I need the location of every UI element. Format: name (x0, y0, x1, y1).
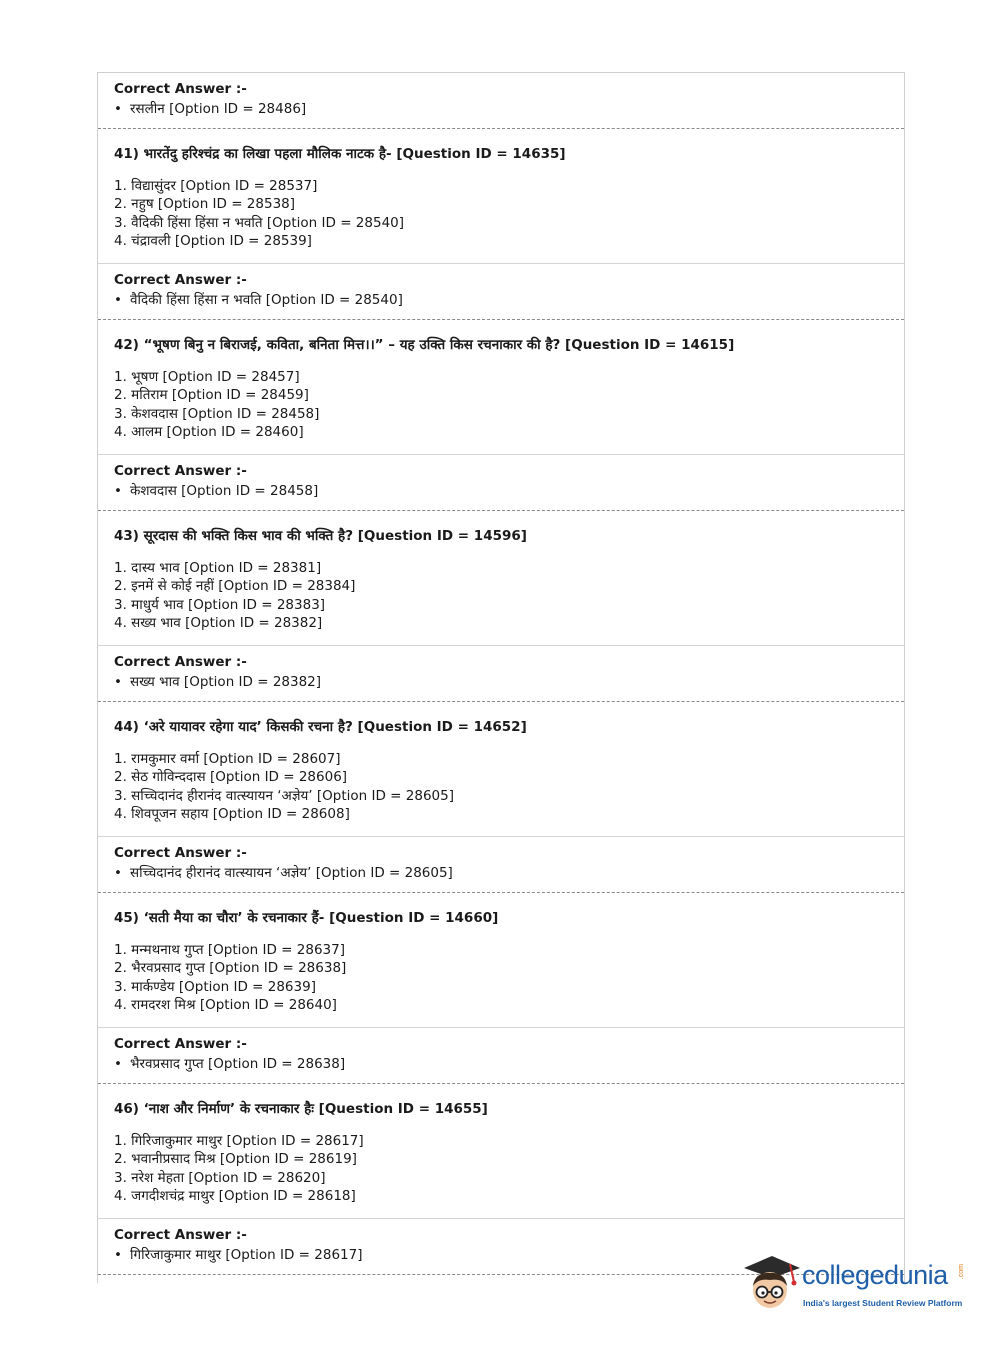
question-paper-sheet (97, 72, 905, 1283)
answer-block (98, 455, 904, 511)
option: 2. इनमें से कोई नहीं [Option ID = 28384] (114, 578, 356, 594)
bullet-icon: • (114, 483, 122, 499)
answer-block (98, 1028, 904, 1084)
correct-answer-label: Correct Answer :- (114, 81, 247, 97)
option: 3. केशवदास [Option ID = 28458] (114, 406, 320, 422)
option: 1. दास्य भाव [Option ID = 28381] (114, 560, 322, 576)
question-title: 45) ‘सती मैया का चौरा’ के रचनाकार हैं- [Question ID = 14660] (114, 910, 499, 926)
correct-answer-value: • गिरिजाकुमार माथुर [Option ID = 28617] (114, 1247, 363, 1263)
option: 3. नरेश मेहता [Option ID = 28620] (114, 1170, 326, 1186)
correct-answer-label: Correct Answer :- (114, 654, 247, 670)
option: 4. शिवपूजन सहाय [Option ID = 28608] (114, 806, 350, 822)
question-block (98, 1084, 904, 1219)
bullet-icon: • (114, 1247, 122, 1263)
answer-block (98, 646, 904, 702)
question-block (98, 702, 904, 837)
question-title: 46) ‘नाश और निर्माण’ के रचनाकार हैः [Question ID = 14655] (114, 1101, 488, 1117)
question-block (98, 511, 904, 646)
logo-domain: .com (958, 1264, 965, 1280)
bullet-icon: • (114, 292, 122, 308)
answer-block (98, 264, 904, 320)
question-title: 44) ‘अरे यायावर रहेगा याद’ किसकी रचना है? [Question ID = 14652] (114, 719, 527, 735)
option: 1. गिरिजाकुमार माथुर [Option ID = 28617] (114, 1133, 364, 1149)
mascot-icon (742, 1250, 802, 1320)
option: 1. रामकुमार वर्मा [Option ID = 28607] (114, 751, 341, 767)
option: 2. सेठ गोविन्ददास [Option ID = 28606] (114, 769, 348, 785)
option: 3. माधुर्य भाव [Option ID = 28383] (114, 597, 326, 613)
question-block (98, 893, 904, 1028)
option: 2. नहुष [Option ID = 28538] (114, 196, 296, 212)
option: 4. चंद्रावली [Option ID = 28539] (114, 233, 312, 249)
correct-answer-value: • सच्चिदानंद हीरानंद वात्स्यायन ‘अज्ञेय’ [Option ID = 28605] (114, 865, 453, 881)
bullet-icon: • (114, 674, 122, 690)
option: 4. आलम [Option ID = 28460] (114, 424, 304, 440)
answer-block (98, 73, 904, 129)
option: 2. भवानीप्रसाद मिश्र [Option ID = 28619] (114, 1151, 357, 1167)
option: 1. मन्मथनाथ गुप्त [Option ID = 28637] (114, 942, 345, 958)
bullet-icon: • (114, 101, 122, 117)
correct-answer-value: • वैदिकी हिंसा हिंसा न भवति [Option ID = 28540] (114, 292, 403, 308)
correct-answer-label: Correct Answer :- (114, 463, 247, 479)
question-title: 43) सूरदास की भक्ति किस भाव की भक्ति है? [Question ID = 14596] (114, 528, 527, 544)
correct-answer-label: Correct Answer :- (114, 272, 247, 288)
option: 1. भूषण [Option ID = 28457] (114, 369, 300, 385)
correct-answer-value: • केशवदास [Option ID = 28458] (114, 483, 319, 499)
correct-answer-label: Correct Answer :- (114, 1227, 247, 1243)
logo-wordmark: collegedunia (802, 1260, 948, 1290)
bullet-icon: • (114, 865, 122, 881)
logo-tagline: India's largest Student Review Platform (803, 1298, 963, 1308)
option: 2. भैरवप्रसाद गुप्त [Option ID = 28638] (114, 960, 347, 976)
option: 4. सख्य भाव [Option ID = 28382] (114, 615, 323, 631)
option: 4. जगदीशचंद्र माथुर [Option ID = 28618] (114, 1188, 356, 1204)
correct-answer-value: • रसलीन [Option ID = 28486] (114, 101, 307, 117)
correct-answer-label: Correct Answer :- (114, 845, 247, 861)
option: 3. मार्कण्डेय [Option ID = 28639] (114, 979, 316, 995)
collegedunia-logo[interactable] (742, 1250, 972, 1320)
question-title: 42) “भूषण बिनु न बिराजई, कविता, बनिता मित्त।।” – यह उक्ति किस रचनाकार की है? [Question ID = 14615] (114, 337, 735, 353)
correct-answer-label: Correct Answer :- (114, 1036, 247, 1052)
question-block (98, 129, 904, 264)
question-title: 41) भारतेंदु हरिश्चंद्र का लिखा पहला मौलिक नाटक है- [Question ID = 14635] (114, 146, 566, 162)
option: 3. सच्चिदानंद हीरानंद वात्स्यायन ‘अज्ञेय’ [Option ID = 28605] (114, 788, 454, 804)
correct-answer-value: • भैरवप्रसाद गुप्त [Option ID = 28638] (114, 1056, 346, 1072)
question-block (98, 320, 904, 455)
option: 3. वैदिकी हिंसा हिंसा न भवति [Option ID = 28540] (114, 215, 405, 231)
option: 4. रामदरश मिश्र [Option ID = 28640] (114, 997, 337, 1013)
bullet-icon: • (114, 1056, 122, 1072)
correct-answer-value: • सख्य भाव [Option ID = 28382] (114, 674, 322, 690)
answer-block (98, 837, 904, 893)
option: 1. विद्यासुंदर [Option ID = 28537] (114, 178, 318, 194)
option: 2. मतिराम [Option ID = 28459] (114, 387, 309, 403)
